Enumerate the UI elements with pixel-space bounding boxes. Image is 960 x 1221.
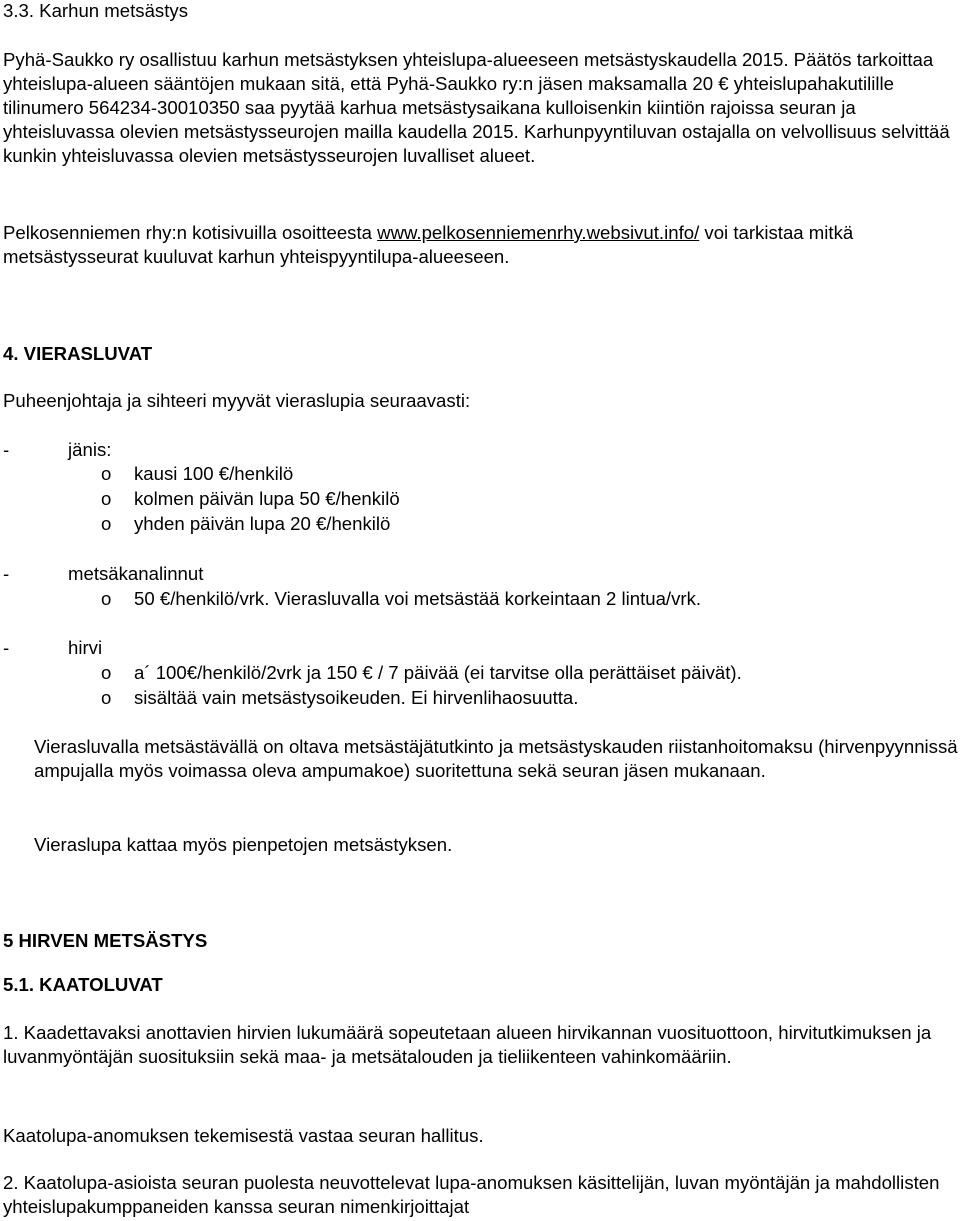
small-predators-paragraph: Vieraslupa kattaa myös pienpetojen metsästyksen. (34, 834, 453, 855)
license-group-forest-birds: metsäkanalinnut (68, 563, 204, 584)
permit-responsibility-paragraph: Kaatolupa-anomuksen tekemisestä vastaa seuran hallitus. (3, 1125, 484, 1146)
list-dash: - (3, 637, 10, 658)
license-group-hare: jänis: (68, 439, 112, 460)
license-group-moose: hirvi (68, 637, 103, 658)
section-heading-bear-hunting: 3.3. Karhun metsästys (3, 0, 188, 21)
guest-license-intro: Puheenjohtaja ja sihteeri myyvät vieraslupia seuraavasti: (3, 390, 471, 411)
list-bullet: o (101, 588, 112, 609)
list-bullet: o (101, 662, 112, 683)
guest-requirements-paragraph: Vierasluvalla metsästävällä on oltava metsästäjätutkinto ja metsästyskauden riistanhoitomaksu (hirvenpyynnissä ampujalla myös voimassa oleva ampumakoe) suoritettuna sekä seuran jäsen mukanaan. (34, 736, 958, 781)
list-item: sisältää vain metsästysoikeuden. Ei hirvenlihaosuutta. (134, 687, 579, 708)
bear-hunting-paragraph: Pyhä-Saukko ry osallistuu karhun metsästyksen yhteislupa-alueeseen metsästyskaudella 2015. Päätös tarkoittaa yhteislupa-alueen sääntöjen mukaan sitä, että Pyhä-Saukko ry:n jäsen maksamalla 20 € yhteislupahakutilille tilinumero 564234-30010350 saa pyytää karhua metsästysaikana kulloisenkin kiintiön rajoissa seuran ja yhteisluvassa olevien metsästysseurojen mailla kaudella 2015. Karhunpyyntiluvan ostajalla on velvollisuus selvittää kunkin yhteisluvassa olevien metsästysseurojen luvalliset alueet. (3, 49, 950, 166)
section-heading-guest-licenses: 4. VIERASLUVAT (3, 343, 153, 364)
kill-permits-item-1: 1. Kaadettavaksi anottavien hirvien lukumäärä sopeutetaan alueen hirvikannan vuosituottoon, hirvitutkimuksen ja luvanmyöntäjän suosituksiin sekä maa- ja metsätalouden ja tieliikenteen vahinkomääriin. (3, 1022, 932, 1067)
bear-area-info-text-end: voi tarkistaa mitkä metsästysseurat kuuluvat karhun yhteispyyntilupa-alueeseen. (3, 222, 854, 267)
bear-area-info-text: Pelkosenniemen rhy:n kotisivuilla osoitteesta (3, 222, 378, 243)
rhy-website-link[interactable]: www.pelkosenniemenrhy.websivut.info/ (377, 222, 700, 243)
section-heading-moose-hunting: 5 HIRVEN METSÄSTYS (3, 930, 208, 951)
list-item: yhden päivän lupa 20 €/henkilö (134, 513, 391, 534)
bear-area-info-paragraph (3, 221, 958, 269)
list-bullet: o (101, 687, 112, 708)
list-dash: - (3, 563, 10, 584)
list-item: kolmen päivän lupa 50 €/henkilö (134, 488, 400, 509)
list-dash: - (3, 439, 10, 460)
list-bullet: o (101, 463, 112, 484)
subsection-heading-kill-permits: 5.1. KAATOLUVAT (3, 974, 163, 995)
list-bullet: o (101, 513, 112, 534)
list-item: 50 €/henkilö/vrk. Vierasluvalla voi metsästää korkeintaan 2 lintua/vrk. (134, 588, 702, 609)
kill-permits-item-2: 2. Kaatolupa-asioista seuran puolesta neuvottelevat lupa-anomuksen käsittelijän, luvan myöntäjän ja mahdollisten yhteislupakumppaneiden kanssa seuran nimenkirjoittajat (3, 1172, 940, 1217)
list-item: kausi 100 €/henkilö (134, 463, 294, 484)
list-bullet: o (101, 488, 112, 509)
list-item: a´ 100€/henkilö/2vrk ja 150 € / 7 päivää (ei tarvitse olla perättäiset päivät). (134, 662, 742, 683)
